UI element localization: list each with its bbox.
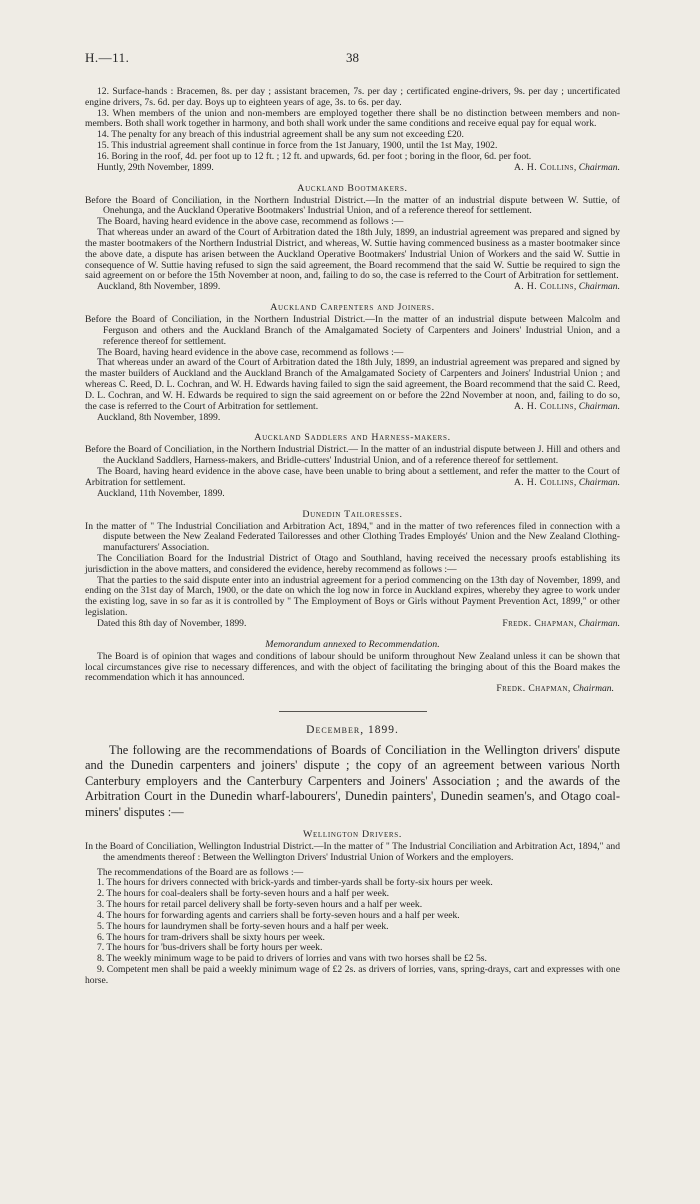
page-number: 38 (346, 50, 359, 65)
section-divider-rule (279, 711, 427, 712)
wellington-preamble: In the Board of Conciliation, Wellington Industrial District.—In the matter of " The Industrial Conciliation and Arbitration Act, 1894," and the amendments thereof : Between the Wellington Drivers' Industrial Union of Workers and the employers. (85, 840, 620, 863)
wellington-item: 3. The hours for retail parcel delivery shall be forty-seven hours and a half per week. (97, 899, 423, 911)
section-memorandum (85, 639, 620, 695)
bootmakers-preamble: Before the Board of Conciliation, in the Northern Industrial District.—In the matter of an industrial dispute between W. Suttie, of Onehunga, and the Auckland Operative Bootmakers' Industrial Union, and of a reference thereof for settlement. (85, 194, 620, 217)
section-december-1899 (85, 724, 620, 820)
signature-title: , Chairman. (573, 281, 620, 293)
clause-16-text: 16. Boring in the roof, 4d. per foot up to 12 ft. ; 12 ft. and upwards, 6d. per foot ; boring in the floor, 6d. per foot. (97, 150, 532, 162)
dateline-auckland-carpenters: Auckland, 8th November, 1899. (97, 411, 221, 423)
signature-name: Fredk. Chapman (502, 617, 574, 629)
signature-title: , Chairman. (573, 400, 620, 412)
wellington-item: 6. The hours for tram-drivers shall be sixty hours per week. (97, 931, 325, 943)
memorandum-heading: Memorandum annexed to Recommendation. (265, 638, 440, 650)
signature-name: A. H. Collins (513, 161, 574, 173)
signature-title: , Chairman. (567, 683, 614, 695)
section-heading-tailoresses: Dunedin Tailoresses. (302, 508, 403, 520)
december-intro: The following are the recommendations of Boards of Conciliation in the Wellington drivers' dispute and the Dunedin carpenters and joiners' dispute ; the copy of an agreement between various North Canterbury employers and the Canterbury Carpenters and Joiners' Association ; and the awards of the Arbitration Court in the Dunedin wharf-labourers', Dunedin painters', Dunedin seamen's, and Otago coal-miners' disputes :— (85, 743, 620, 819)
clause-13: 13. When members of the union and non-members are employed together there shall be no distinction between members and non-members. Both shall work together in harmony, and both shall work under the same conditions and receive equal pay for equal work. (85, 107, 620, 130)
wellington-item: 2. The hours for coal-dealers shall be forty-seven hours and a half per week. (97, 888, 390, 900)
tailoresses-dated-text: Dated this 8th day of November, 1899. (97, 617, 247, 629)
section-heading-carpenters: Auckland Carpenters and Joiners. (270, 302, 435, 314)
signature-collins (492, 402, 620, 413)
wellington-item: 8. The weekly minimum wage to be paid to drivers of lorries and vans with two horses shall be £2 5s. (97, 953, 487, 965)
signature-collins (492, 282, 620, 293)
section-heading-saddlers: Auckland Saddlers and Harness-makers. (254, 432, 451, 444)
page-header (85, 50, 620, 67)
wellington-recommend-intro: The recommendations of the Board are as follows :— (97, 866, 304, 878)
wellington-item: 1. The hours for drivers connected with brick-yards and timber-yards shall be forty-six hours per week. (97, 877, 493, 889)
section-wellington-drivers (85, 829, 620, 987)
clause-14: 14. The penalty for any breach of this industrial agreement shall be any sum not exceeding £20. (97, 129, 464, 141)
signature-collins (492, 163, 620, 174)
signature-title: , Chairman. (573, 161, 620, 173)
carpenters-recommendation (85, 358, 620, 412)
dateline-auckland-bootmakers: Auckland, 8th November, 1899. (97, 281, 221, 293)
signature-name: Fredk. Chapman (496, 683, 568, 695)
tailoresses-jurisdiction: The Conciliation Board for the Industrial District of Otago and Southland, having received the necessary proofs establishing its jurisdiction in the above matters, and considered the evidence, hereby recommend as follows :— (85, 552, 620, 575)
document-reference: H.—11. (85, 50, 130, 65)
signature-collins (492, 478, 620, 489)
wellington-item: 7. The hours for 'bus-drivers shall be forty hours per week. (97, 942, 323, 954)
memorandum-signature-line (85, 684, 620, 695)
section-dunedin-tailoresses (85, 509, 620, 630)
wellington-item: 4. The hours for forwarding agents and carriers shall be forty-seven hours and a half per week. (97, 909, 460, 921)
carpenters-preamble: Before the Board of Conciliation, in the Northern Industrial District.—In the matter of an industrial dispute between Malcolm and Ferguson and others and the Auckland Branch of the Amalgamated Society of Carpenters and Joiners' Industrial Union, and a reference thereof for settlement. (85, 314, 620, 347)
section-huntly-agreement-clauses (85, 87, 620, 174)
signature-name: A. H. Collins (513, 476, 574, 488)
wellington-item: 5. The hours for laundrymen shall be forty-seven hours and a half per week. (97, 920, 389, 932)
section-heading-bootmakers: Auckland Bootmakers. (297, 182, 408, 194)
bootmakers-recommend-intro: The Board, having heard evidence in the above case, recommend as follows :— (97, 216, 404, 228)
wellington-item: 9. Competent men shall be paid a weekly minimum wage of £2 2s. as drivers of lorries, vans, spring-drays, cart and expresses with one horse. (85, 964, 620, 986)
saddlers-finding-text: The Board, having heard evidence in the above case, have been unable to bring about a settlement, and refer the matter to the Court of Arbitration for settlement. (85, 466, 620, 488)
tailoresses-recommendation: That the parties to the said dispute enter into an industrial agreement for a period commencing on the 13th day of November, 1899, and ending on the 31st day of March, 1900, or the date on which the log now in force in Auckland expires, whereby they agree to work under the existing log, save in so far as it is controlled by " The Employment of Boys or Girls without Payment Prevention Act, 1899," or other legislation. (85, 574, 620, 619)
saddlers-finding (85, 467, 620, 489)
bootmakers-recommendation-text: That whereas under an award of the Court of Arbitration dated the 18th July, 1899, an industrial agreement was prepared and signed by the master bootmakers of the Northern Industrial District, and whereas, W. Suttie having commenced business as a master bootmaker since the above date, a dispute has arisen between the Auckland Operative Bootmakers' Industrial Union of Workers and the said W. Suttie in consequence of W. Suttie having refused to sign the said agreement, the Board recommend that the said W. Suttie be required to sign the said agreement on or before the 15th November at noon, and, failing to do so, the case is referred to the Court of Arbitration for settlement. (85, 227, 620, 282)
signature-name: A. H. Collins (513, 400, 574, 412)
carpenters-recommendation-text: That whereas under an award of the Court of Arbitration dated the 18th July, 1899, an industrial agreement was prepared and signed by the master builders of Auckland and the Auckland Branch of the Amalgamated Society of Carpenters and Joiners' Industrial Union ; and whereas C. Reed, D. L. Cochran, and W. H. Edwards having failed to sign the said agreement, the Board recommend that the said C. Reed, D. L. Cochran, and W. H. Edwards be required to sign the said agreement on or before the 22nd November at noon, and, failing to do so, the case is referred to the Court of Arbitration for settlement. (85, 357, 620, 412)
tailoresses-dated-line (85, 619, 620, 630)
dateline-huntly: Huntly, 29th November, 1899. (97, 161, 214, 173)
signature-title: , Chairman. (573, 476, 620, 488)
section-auckland-saddlers (85, 432, 620, 499)
signature-chapman (480, 619, 620, 630)
clause-15: 15. This industrial agreement shall continue in force from the 1st January, 1900, until the 1st May, 1902. (97, 140, 498, 152)
section-auckland-bootmakers (85, 183, 620, 293)
section-auckland-carpenters (85, 302, 620, 423)
tailoresses-preamble: In the matter of " The Industrial Conciliation and Arbitration Act, 1894," and in the matter of two references filed in connection with a dispute between the New Zealand Federated Tailoresses and other Clothing Trades Employés' Union and the New Zealand Clothing-manufacturers' Association. (85, 520, 620, 554)
clause-12: 12. Surface-hands : Bracemen, 8s. per day ; assistant bracemen, 7s. per day ; certificated engine-drivers, 9s. per day ; uncertificated engine drivers, 7s. 6d. per day. Boys up to eighteen years of age, 3s. to 6s. per day. (85, 86, 620, 108)
saddlers-preamble: Before the Board of Conciliation, in the Northern Industrial District.— In the matter of an industrial dispute between J. Hill and others and the Auckland Saddlers, Harness-makers, and Bridle-cutters' Industrial Union, and of a reference thereof for settlement. (85, 444, 620, 467)
dateline-auckland-saddlers: Auckland, 11th November, 1899. (97, 487, 225, 499)
section-heading-wellington: Wellington Drivers. (302, 828, 403, 840)
december-heading: December, 1899. (306, 724, 399, 737)
signature-title: , Chairman. (573, 617, 620, 629)
carpenters-recommend-intro: The Board, having heard evidence in the above case, recommend as follows :— (97, 346, 404, 358)
signature-name: A. H. Collins (513, 281, 574, 293)
memorandum-body: The Board is of opinion that wages and conditions of labour should be uniform throughout New Zealand unless it can be shown that local circumstances give rise to necessary differences, and with the object of facilitating the bringing about of this the Board makes the recommendation which it has announced. (85, 650, 620, 684)
